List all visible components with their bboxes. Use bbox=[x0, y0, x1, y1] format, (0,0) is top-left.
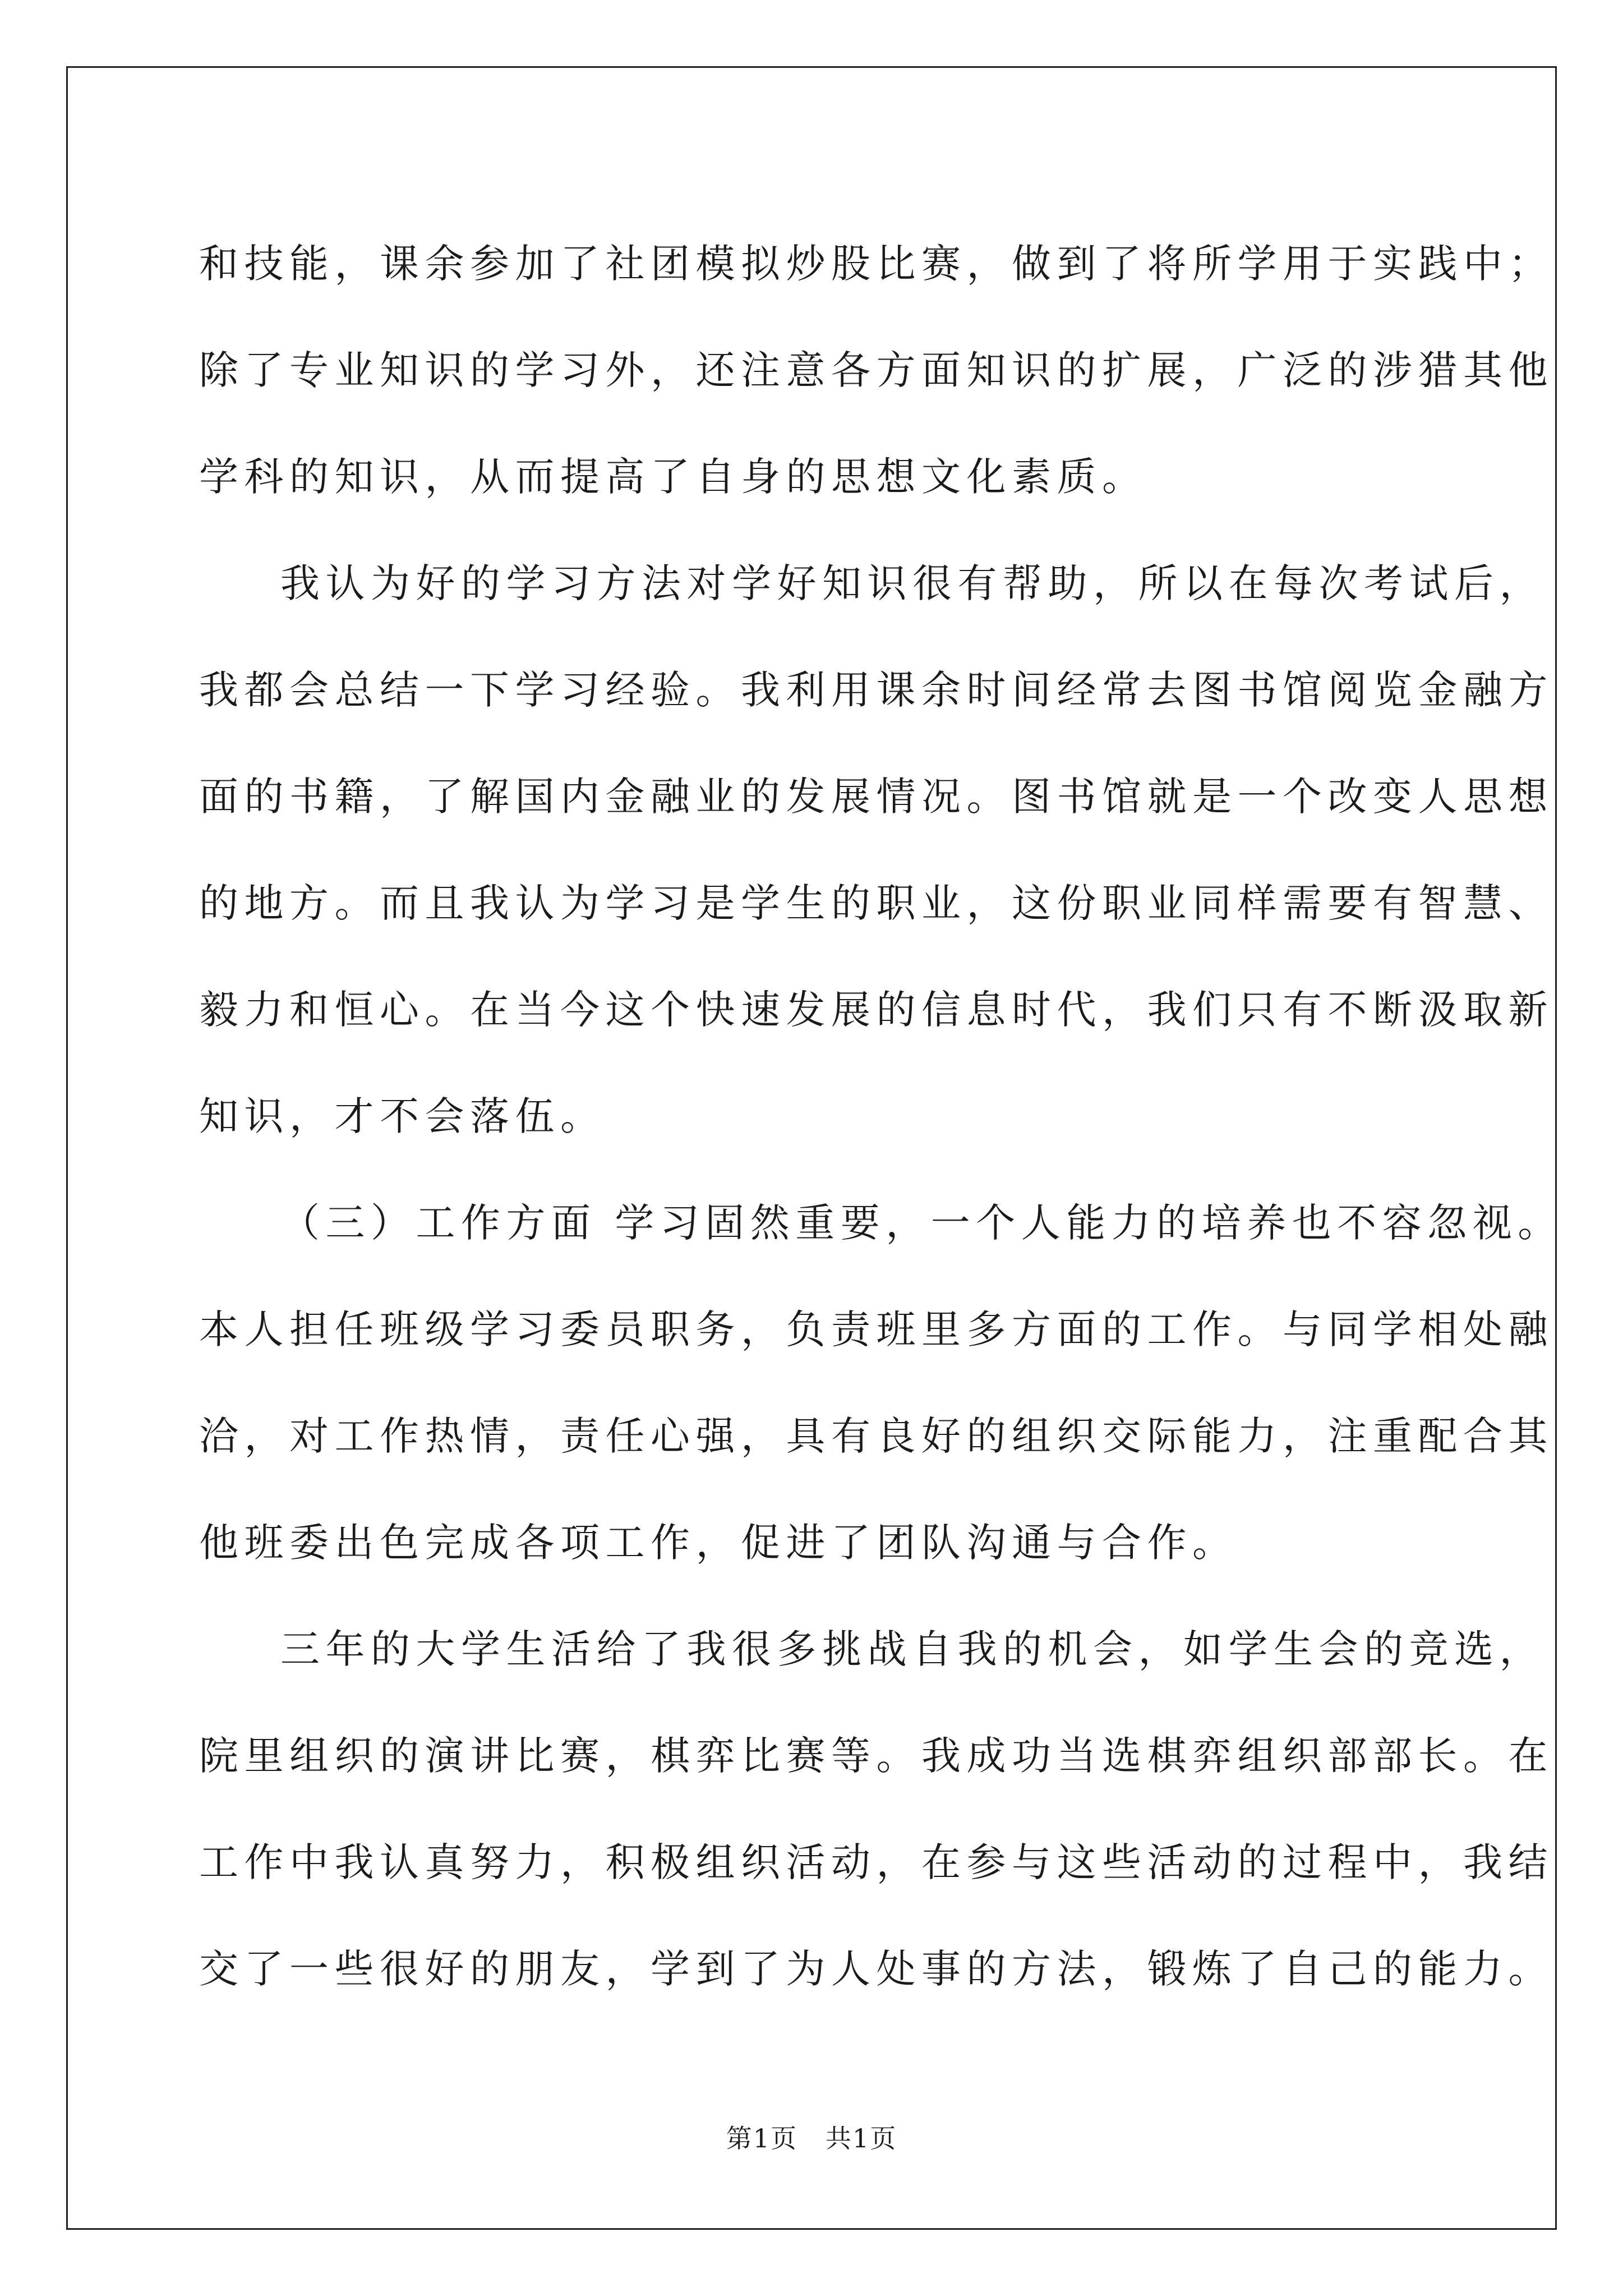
text-line: 面的书籍，了解国内金融业的发展情况。图书馆就是一个改变人思想 bbox=[199, 774, 1553, 820]
document-body bbox=[199, 210, 1563, 2022]
page-number-label: 第1页 共1页 bbox=[726, 2123, 897, 2154]
paragraph-first-line: （三）工作方面 学习固然重要，一个人能力的培养也不容忽视。 bbox=[280, 1200, 1563, 1246]
text-line: 交了一些很好的朋友，学到了为人处事的方法，锻炼了自己的能力。 bbox=[199, 1946, 1553, 1992]
page-footer bbox=[0, 2122, 1623, 2155]
text-line: 我都会总结一下学习经验。我利用课余时间经常去图书馆阅览金融方 bbox=[199, 667, 1553, 713]
text-line: 本人担任班级学习委员职务，负责班里多方面的工作。与同学相处融 bbox=[199, 1306, 1553, 1352]
text-line: 工作中我认真努力，积极组织活动，在参与这些活动的过程中，我结 bbox=[199, 1839, 1553, 1885]
text-line: 和技能，课余参加了社团模拟炒股比赛，做到了将所学用于实践中； bbox=[199, 241, 1553, 287]
text-line: 他班委出色完成各项工作，促进了团队沟通与合作。 bbox=[199, 1520, 1238, 1566]
paragraph-first-line: 三年的大学生活给了我很多挑战自我的机会，如学生会的竞选， bbox=[280, 1626, 1544, 1672]
text-line: 的地方。而且我认为学习是学生的职业，这份职业同样需要有智慧、 bbox=[199, 880, 1553, 926]
text-line: 除了专业知识的学习外，还注意各方面知识的扩展，广泛的涉猎其他 bbox=[199, 347, 1553, 393]
text-line: 知识，才不会落伍。 bbox=[199, 1093, 606, 1139]
text-line: 毅力和恒心。在当今这个快速发展的信息时代，我们只有不断汲取新 bbox=[199, 987, 1553, 1033]
text-line: 院里组织的演讲比赛，棋弈比赛等。我成功当选棋弈组织部部长。在 bbox=[199, 1733, 1553, 1779]
text-line: 学科的知识，从而提高了自身的思想文化素质。 bbox=[199, 454, 1147, 500]
text-line: 洽，对工作热情，责任心强，具有良好的组织交际能力，注重配合其 bbox=[199, 1413, 1553, 1459]
paragraph-first-line: 我认为好的学习方法对学好知识很有帮助，所以在每次考试后， bbox=[280, 560, 1544, 606]
